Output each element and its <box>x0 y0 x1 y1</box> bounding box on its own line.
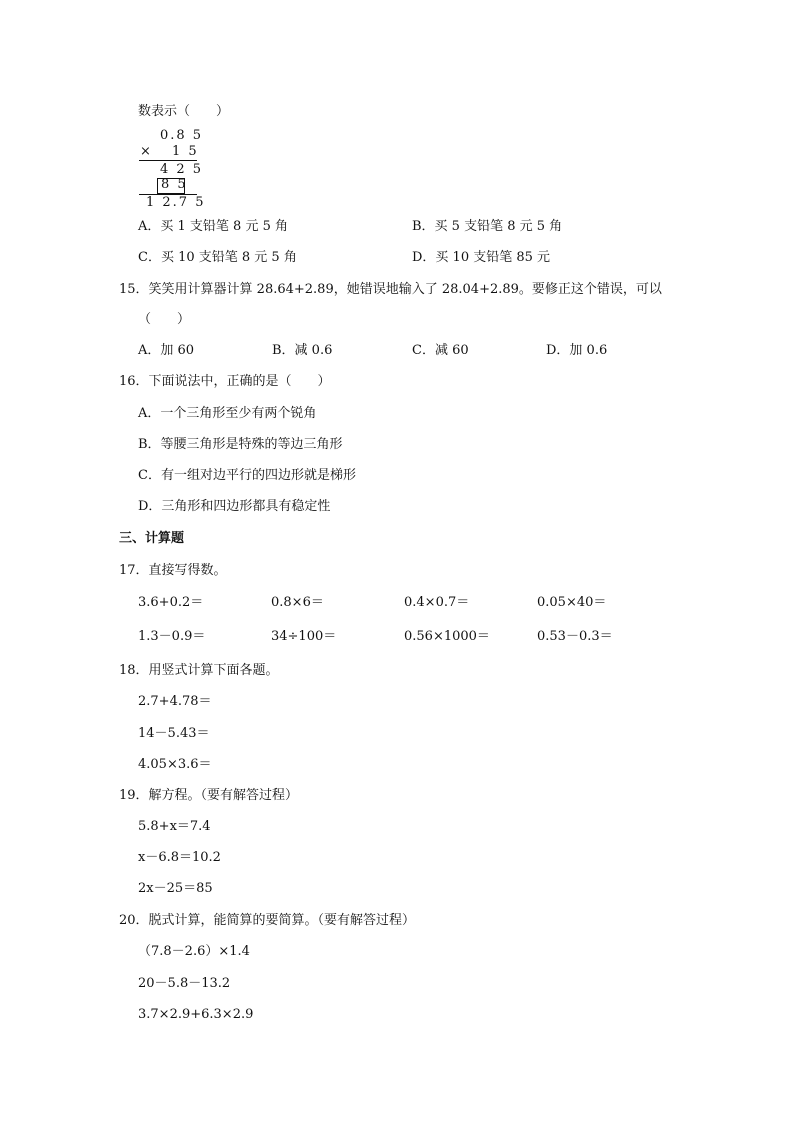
vm-partial-1: 4 2 5 <box>160 162 204 177</box>
q14-options-row1 <box>138 219 758 235</box>
q17-item-5: 1.3－0.9＝ <box>138 629 206 644</box>
q19-item-3: 2x－25＝85 <box>138 881 213 896</box>
vm-times-sign: × <box>140 144 153 159</box>
q20-item-1: （7.8－2.6）×1.4 <box>138 944 250 959</box>
q17-item-4: 0.05×40＝ <box>537 595 607 610</box>
q15-option-d[interactable]: D．加 0.6 <box>546 343 608 358</box>
q18-stem: 18．用竖式计算下面各题。 <box>119 663 279 678</box>
vm-line-1 <box>139 160 197 161</box>
q17-item-7: 0.56×1000＝ <box>404 629 490 644</box>
vm-top: 0.8 5 <box>160 128 204 143</box>
q17-stem: 17．直接写得数。 <box>119 563 227 578</box>
vm-partial-2: 8 5 <box>161 177 188 192</box>
q17-item-6: 34÷100＝ <box>271 629 337 644</box>
q15-option-a[interactable]: A．加 60 <box>138 343 195 358</box>
q18-item-3: 4.05×3.6＝ <box>138 757 212 772</box>
q17-item-2: 0.8×6＝ <box>271 595 324 610</box>
q19-item-2: x－6.8＝10.2 <box>138 850 221 865</box>
q16-stem: 16．下面说法中，正确的是（ ） <box>119 374 331 389</box>
vm-result: 1 2.7 5 <box>146 195 206 210</box>
q14-stem-tail: 数表示（ ） <box>138 104 230 119</box>
q19-item-1: 5.8+x＝7.4 <box>138 819 211 834</box>
q14-option-c[interactable]: C．买 10 支铅笔 8 元 5 角 <box>138 250 297 265</box>
q16-option-b[interactable]: B．等腰三角形是特殊的等边三角形 <box>138 437 343 452</box>
q17-item-3: 0.4×0.7＝ <box>404 595 470 610</box>
q17-row-2 <box>138 629 758 645</box>
q15-stem: 15．笑笑用计算器计算 28.64+2.89，她错误地输入了 28.04+2.89。要修正这个错误，可以 <box>119 282 662 297</box>
vm-multiplier: 1 5 <box>172 144 199 159</box>
q17-item-1: 3.6+0.2＝ <box>138 595 204 610</box>
section-heading-calc: 三、计算题 <box>119 531 185 546</box>
q15-option-c[interactable]: C．减 60 <box>412 343 469 358</box>
q17-item-8: 0.53－0.3＝ <box>537 629 613 644</box>
q16-option-d[interactable]: D．三角形和四边形都具有稳定性 <box>138 499 331 514</box>
q16-option-a[interactable]: A．一个三角形至少有两个锐角 <box>138 406 317 421</box>
q15-options <box>138 343 758 359</box>
q20-item-3: 3.7×2.9+6.3×2.9 <box>138 1007 254 1022</box>
q18-item-1: 2.7+4.78＝ <box>138 694 212 709</box>
q19-stem: 19．解方程。（要有解答过程） <box>119 788 299 803</box>
q20-stem: 20．脱式计算，能简算的要简算。（要有解答过程） <box>119 913 416 928</box>
q17-row-1 <box>138 595 758 611</box>
q14-option-a[interactable]: A．买 1 支铅笔 8 元 5 角 <box>138 219 288 234</box>
q14-option-d[interactable]: D．买 10 支铅笔 85 元 <box>412 250 551 265</box>
q20-item-2: 20－5.8－13.2 <box>138 976 231 991</box>
q15-answer-blank: （ ） <box>138 312 191 327</box>
q18-item-2: 14－5.43＝ <box>138 726 210 741</box>
q16-option-c[interactable]: C．有一组对边平行的四边形就是梯形 <box>138 468 356 483</box>
q14-options-row2 <box>138 250 758 266</box>
q14-option-b[interactable]: B．买 5 支铅笔 8 元 5 角 <box>412 219 563 234</box>
q15-option-b[interactable]: B．减 0.6 <box>272 343 333 358</box>
